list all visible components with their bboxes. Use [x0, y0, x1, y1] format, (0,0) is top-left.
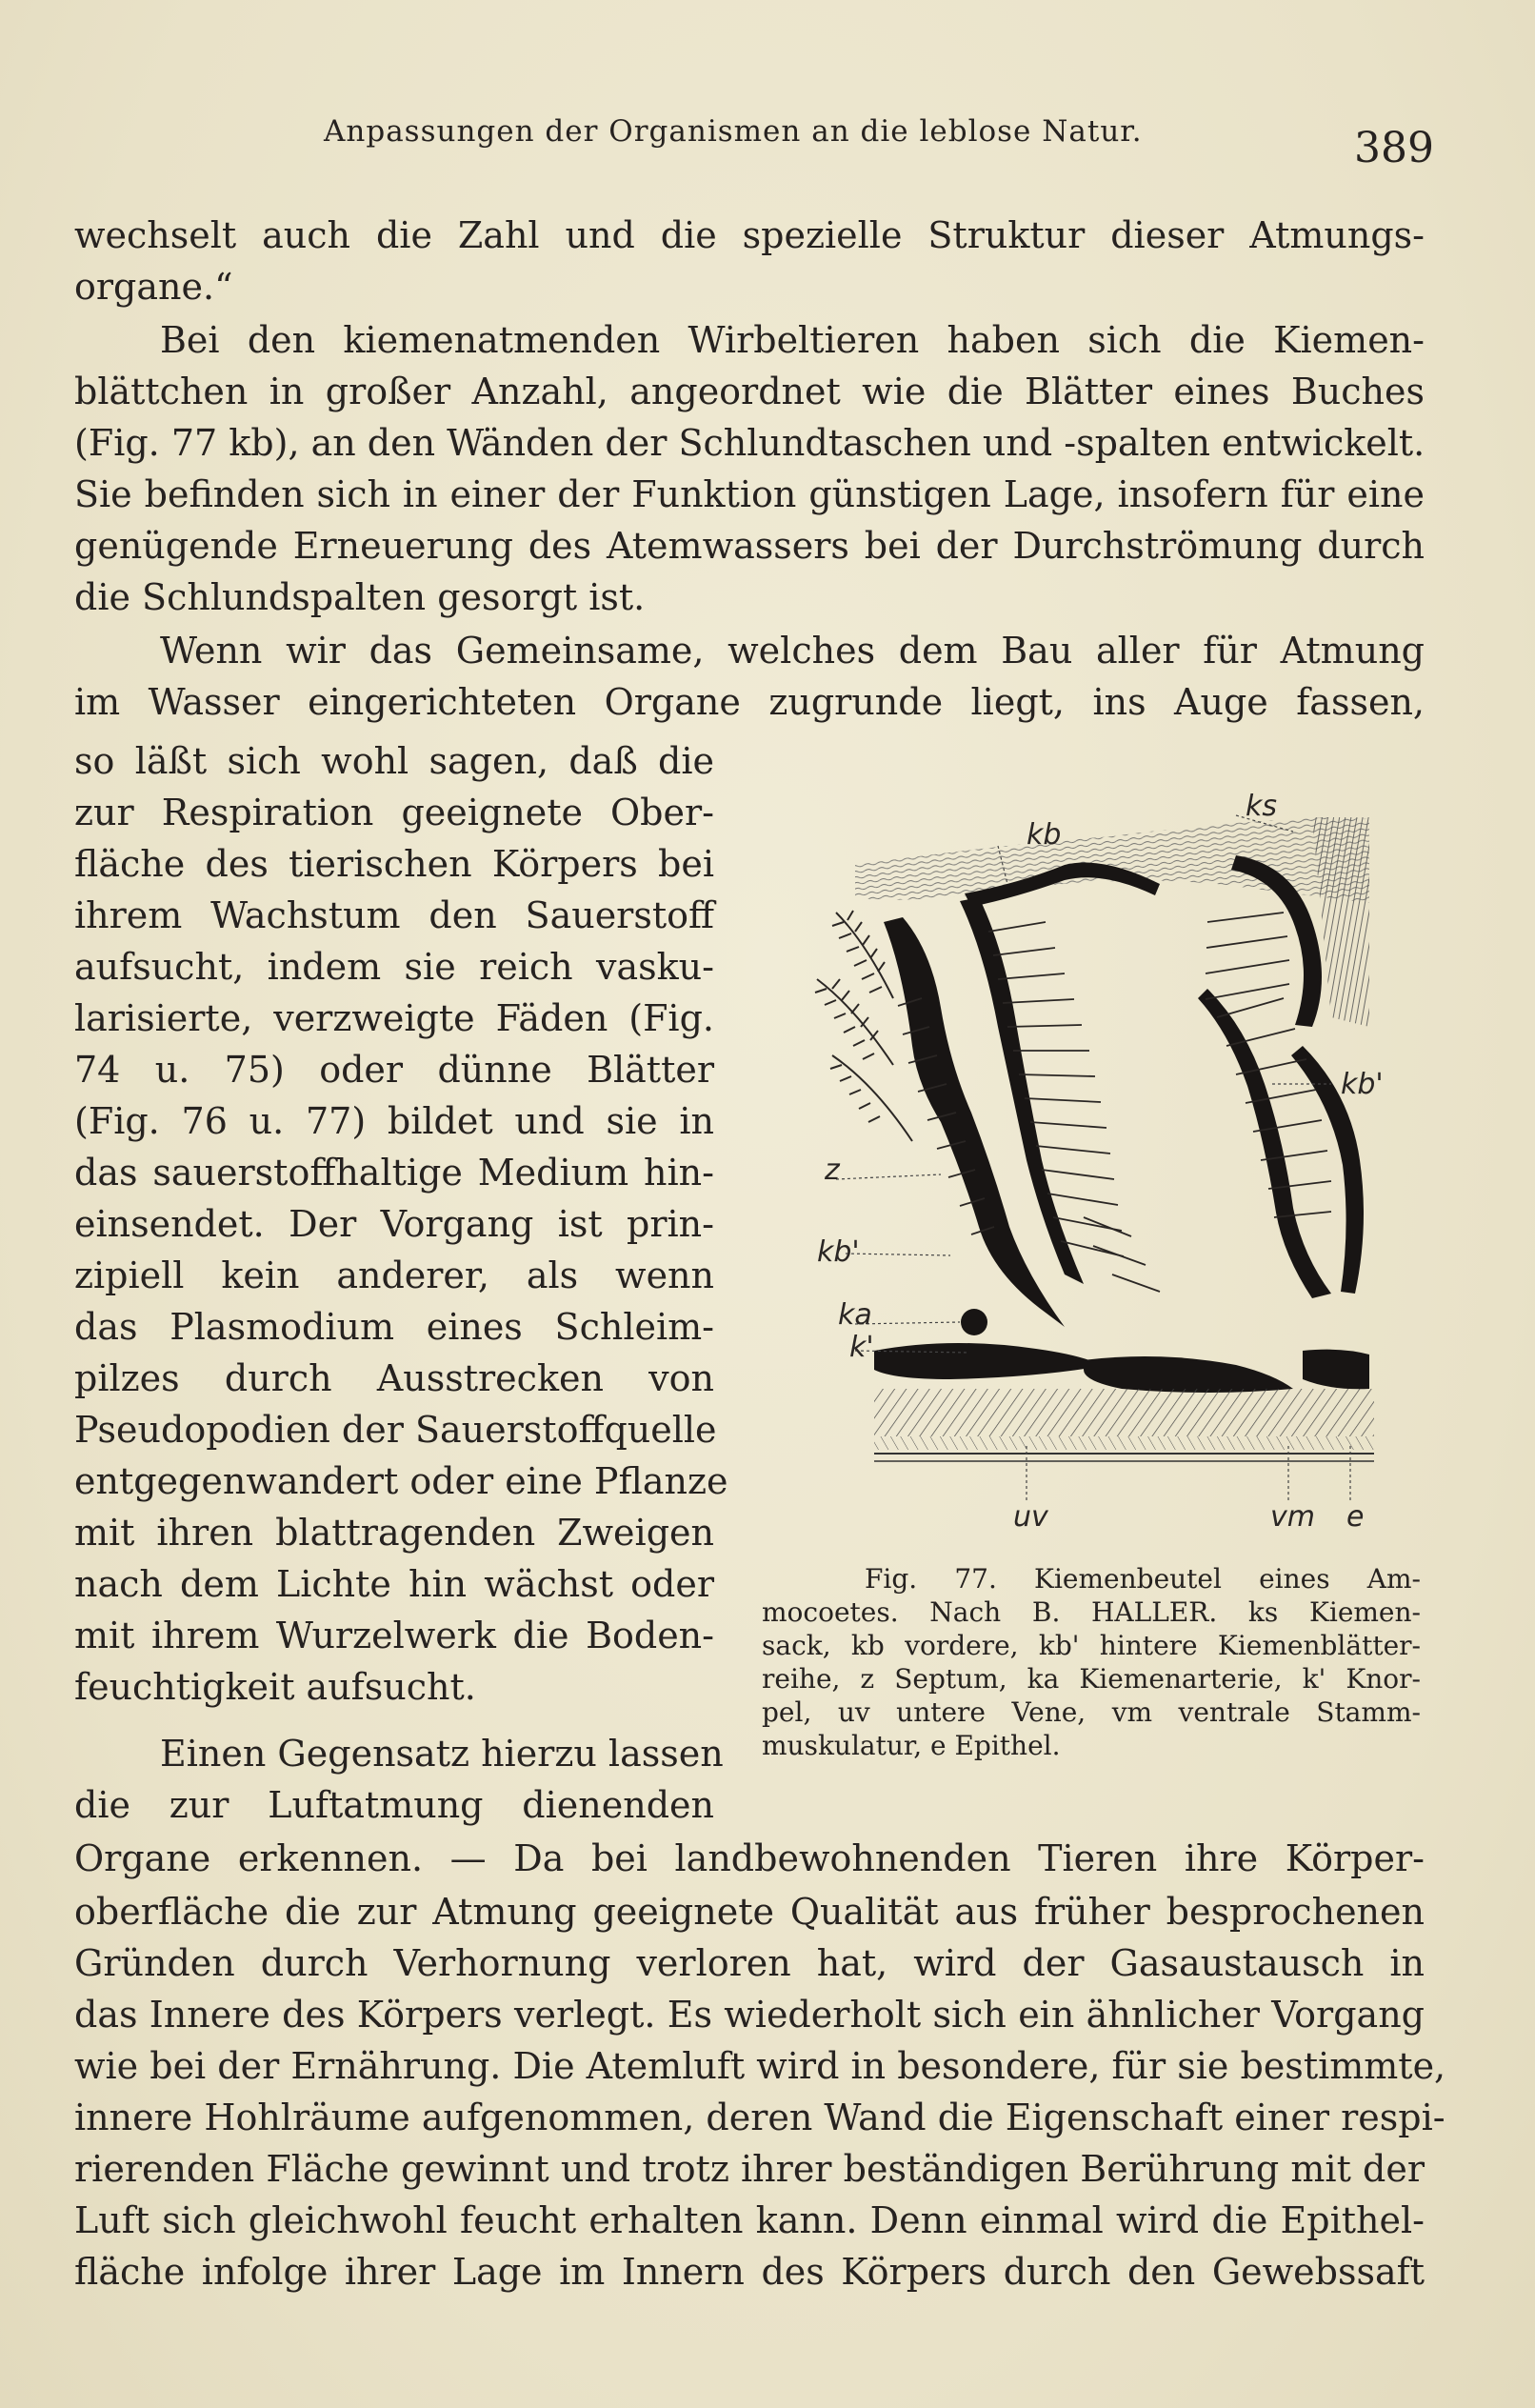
text-line: die zur Luftatmung dienenden: [74, 1784, 714, 1826]
text-line: Bei den kiemenatmenden Wirbeltieren haben sich die Kiemen-: [160, 319, 1425, 361]
text-line: aufsucht, indem sie reich vasku-: [74, 946, 714, 988]
label-kb-prime-left: kb': [817, 1235, 860, 1269]
text-line: im Wasser eingerichteten Organe zugrunde liegt, ins Auge fassen,: [74, 681, 1425, 723]
label-vm: vm: [1270, 1500, 1315, 1534]
text-line: feuchtigkeit aufsucht.: [74, 1666, 476, 1708]
text-line: das Innere des Körpers verlegt. Es wiederholt sich ein ähnlicher Vorgang: [74, 1994, 1425, 2036]
text-line: (Fig. 76 u. 77) bildet und sie in: [74, 1100, 714, 1142]
label-k-prime: k': [849, 1331, 874, 1364]
text-line: ihrem Wachstum den Sauerstoff: [74, 894, 714, 936]
text-line: wie bei der Ernährung. Die Atemluft wird in besondere, für sie bestimmte,: [74, 2045, 1446, 2087]
text-line: genügende Erneuerung des Atemwassers bei der Durchströmung durch: [74, 525, 1425, 567]
text-line: Einen Gegensatz hierzu lassen: [160, 1733, 724, 1775]
text-line: zur Respiration geeignete Ober-: [74, 792, 714, 833]
text-line: so läßt sich wohl sagen, daß die: [74, 740, 714, 782]
caption-line: mocoetes. Nach B. HALLER. ks Kiemen-: [762, 1596, 1421, 1628]
label-ka: ka: [838, 1298, 872, 1332]
text-line: fläche infolge ihrer Lage im Innern des Körpers durch den Gewebssaft: [74, 2251, 1425, 2293]
text-line: Pseudopodien der Sauerstoffquelle: [74, 1409, 717, 1451]
caption-line: pel, uv untere Vene, vm ventrale Stamm-: [762, 1696, 1421, 1728]
label-e: e: [1346, 1500, 1365, 1534]
text-line: nach dem Lichte hin wächst oder: [74, 1563, 714, 1605]
text-line: Sie befinden sich in einer der Funktion günstigen Lage, insofern für eine: [74, 473, 1425, 515]
label-kb-prime-right: kb': [1341, 1068, 1384, 1101]
text-line: Organe erkennen. — Da bei landbewohnenden Tieren ihre Körper-: [74, 1837, 1425, 1879]
text-line: das sauerstoffhaltige Medium hin-: [74, 1152, 714, 1194]
text-line: zipiell kein anderer, als wenn: [74, 1254, 714, 1296]
text-line: larisierte, verzweigte Fäden (Fig.: [74, 997, 714, 1039]
text-line: mit ihrem Wurzelwerk die Boden-: [74, 1615, 714, 1656]
text-line: pilzes durch Ausstrecken von: [74, 1357, 714, 1399]
text-line: Wenn wir das Gemeinsame, welches dem Bau aller für Atmung: [160, 630, 1425, 672]
label-kb: kb: [1027, 818, 1062, 852]
text-line: wechselt auch die Zahl und die spezielle Struktur dieser Atmungs-: [74, 214, 1425, 256]
label-z: z: [825, 1154, 840, 1187]
caption-line: muskulatur, e Epithel.: [762, 1730, 1061, 1761]
label-ks: ks: [1246, 790, 1278, 823]
caption-line: Fig. 77. Kiemenbeutel eines Am-: [865, 1563, 1421, 1595]
text-line: Luft sich gleichwohl feucht erhalten kann. Denn einmal wird die Epithel-: [74, 2199, 1425, 2241]
caption-line: reihe, z Septum, ka Kiemenarterie, k' Knor-: [762, 1663, 1421, 1695]
caption-line: sack, kb vordere, kb' hintere Kiemenblätter-: [762, 1630, 1421, 1661]
text-line: organe.“: [74, 266, 233, 308]
text-line: innere Hohlräume aufgenommen, deren Wand die Eigenschaft einer respi-: [74, 2097, 1445, 2138]
text-line: fläche des tierischen Körpers bei: [74, 843, 714, 885]
page-number: 389: [1354, 124, 1434, 172]
text-line: die Schlundspalten gesorgt ist.: [74, 576, 646, 618]
text-line: (Fig. 77 kb), an den Wänden der Schlundtaschen und -spalten entwickelt.: [74, 422, 1425, 464]
text-line: das Plasmodium eines Schleim-: [74, 1306, 714, 1348]
text-line: einsendet. Der Vorgang ist prin-: [74, 1203, 714, 1245]
text-line: Gründen durch Verhornung verloren hat, wird der Gasaustausch in: [74, 1942, 1425, 1984]
running-title: Anpassungen der Organismen an die leblose Natur.: [324, 114, 1143, 149]
label-uv: uv: [1013, 1500, 1048, 1534]
text-line: rierenden Fläche gewinnt und trotz ihrer beständigen Berührung mit der: [74, 2148, 1425, 2190]
text-line: entgegenwandert oder eine Pflanze: [74, 1460, 728, 1502]
text-line: mit ihren blattragenden Zweigen: [74, 1512, 714, 1554]
text-line: blättchen in großer Anzahl, angeordnet wie die Blätter eines Buches: [74, 371, 1425, 412]
gill-pouch-illustration: [798, 779, 1388, 1541]
text-line: oberfläche die zur Atmung geeignete Qualität aus früher besprochenen: [74, 1891, 1425, 1933]
figure-caption: [762, 1562, 1421, 1762]
text-line: 74 u. 75) oder dünne Blätter: [74, 1049, 714, 1091]
